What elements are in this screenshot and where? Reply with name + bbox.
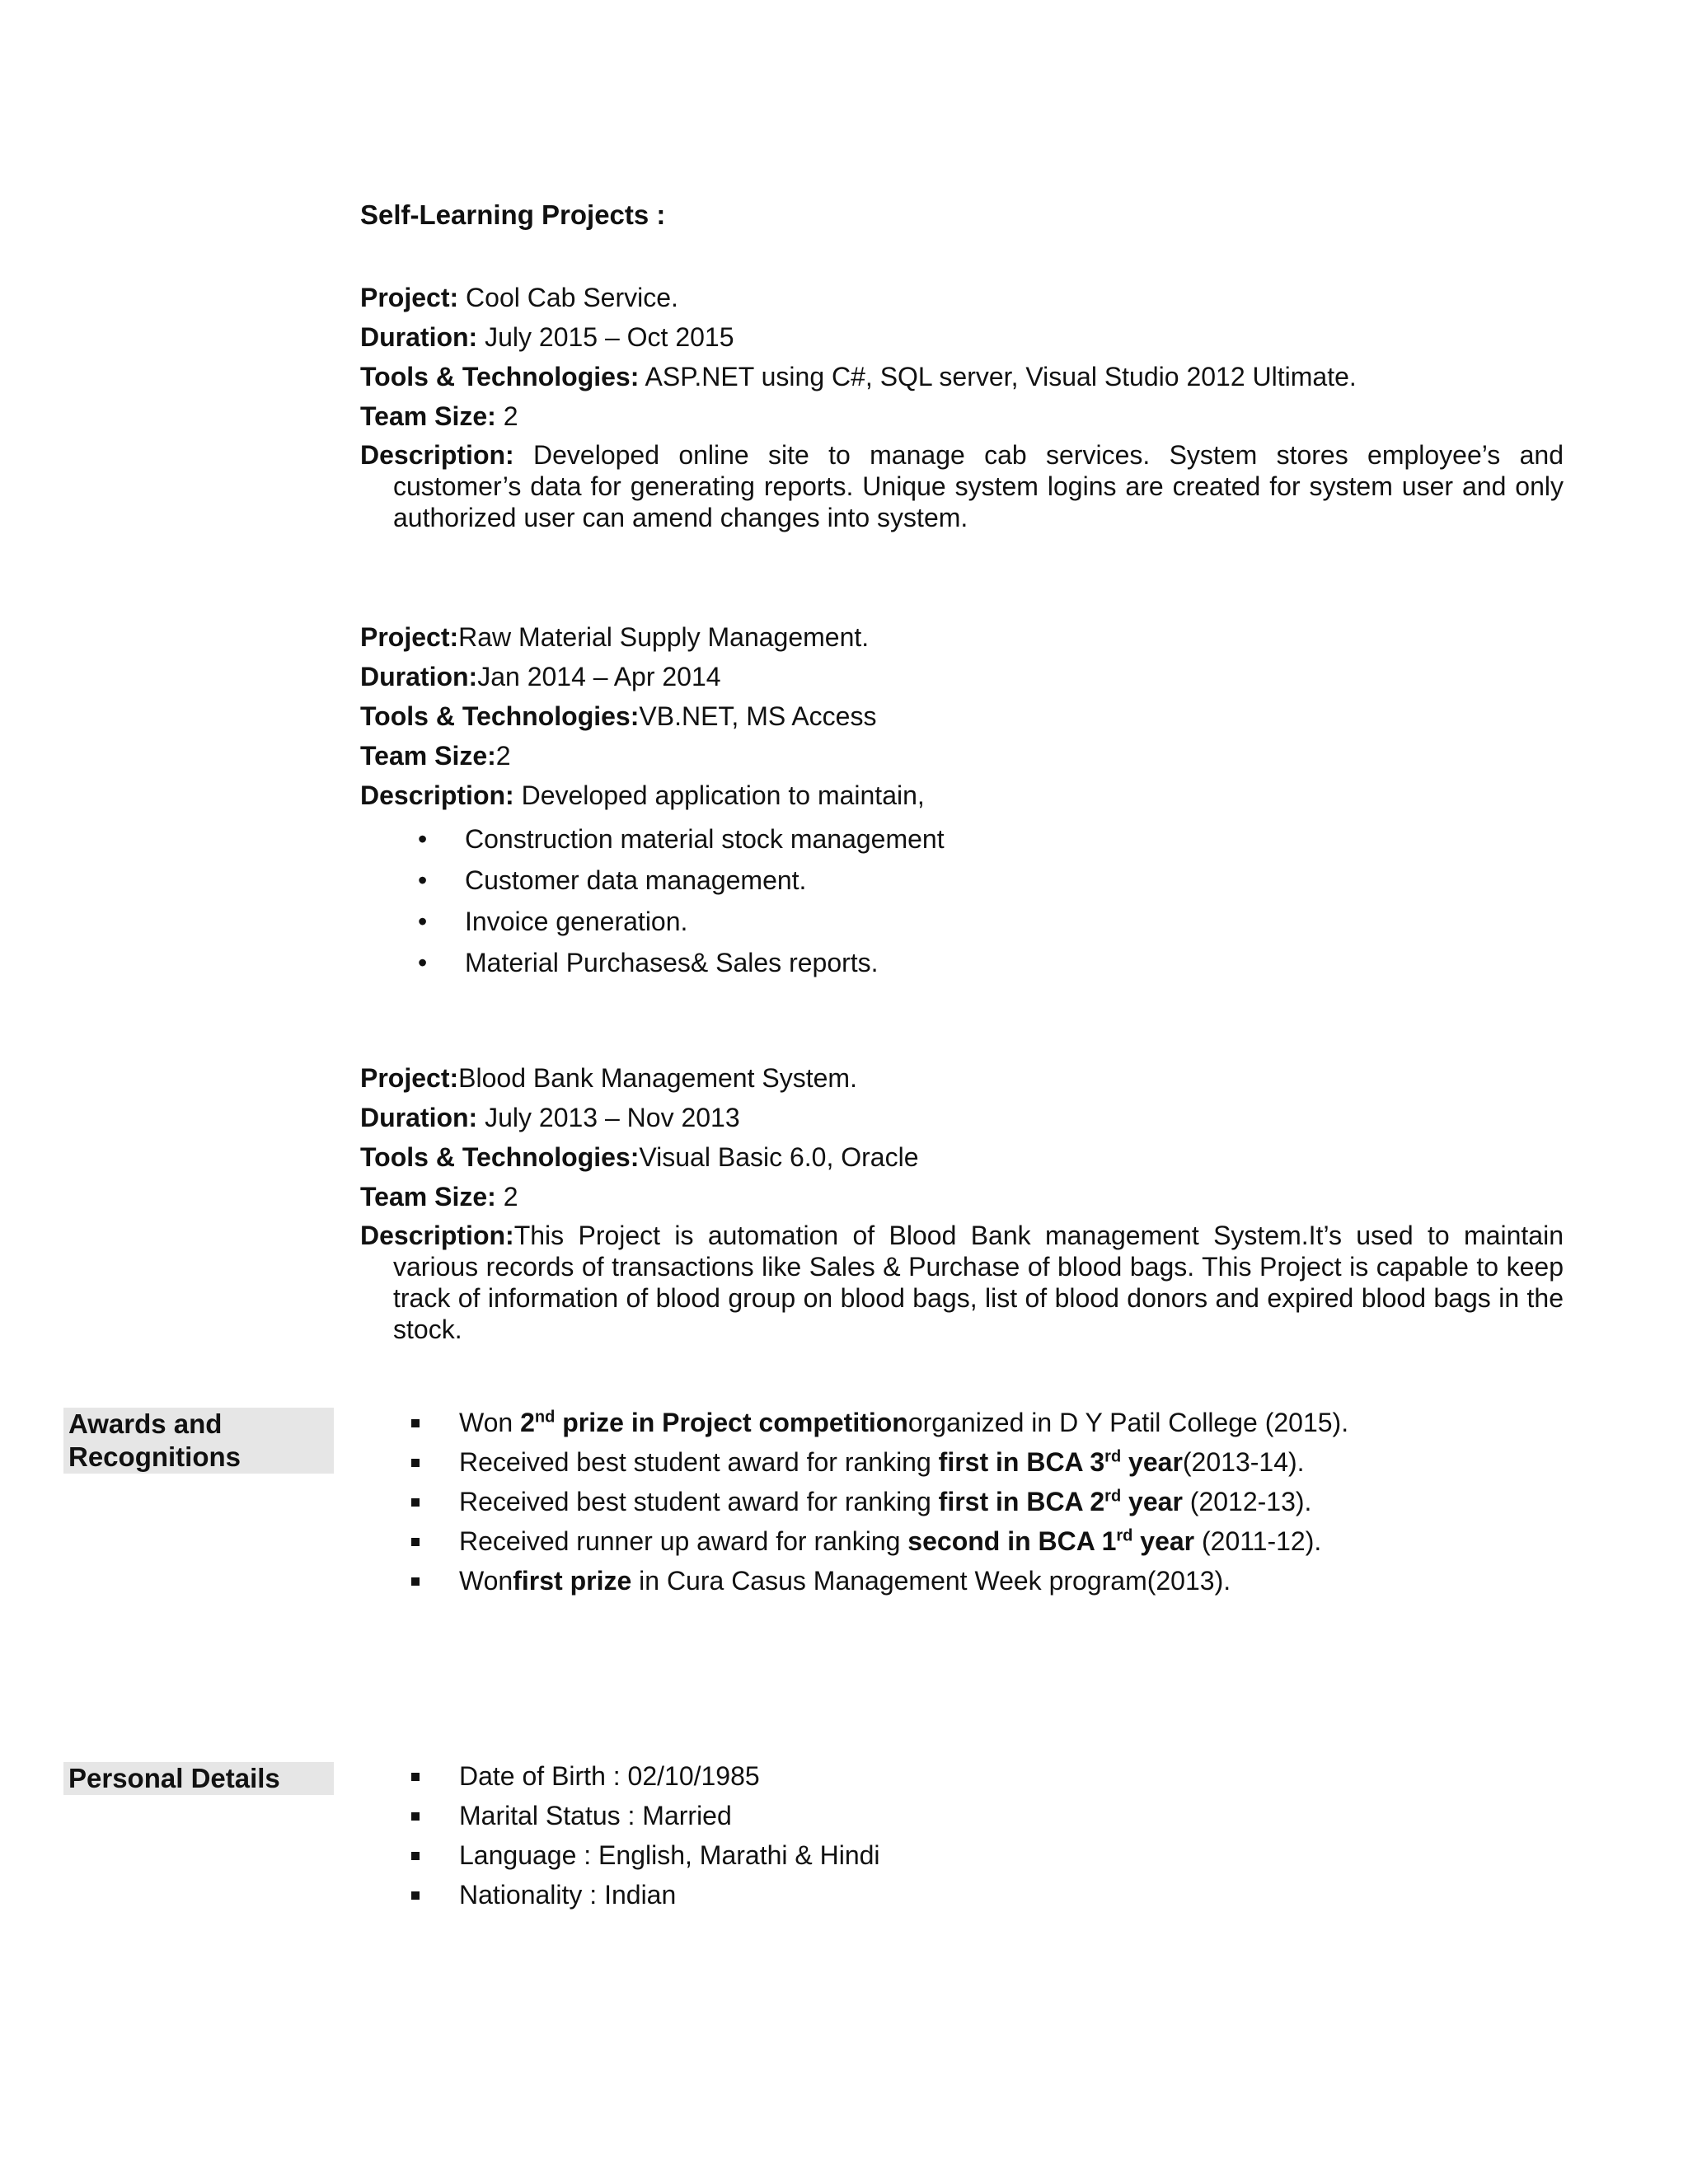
list-item-text: Construction material stock management: [465, 824, 945, 854]
tools-line: [360, 357, 1564, 396]
description: [360, 439, 1564, 533]
tools-label: Tools & Technologies:: [360, 701, 640, 731]
square-bullet-icon: [411, 1891, 420, 1900]
team-size-label: Team Size:: [360, 1182, 496, 1212]
project-label: Project:: [360, 283, 459, 312]
awards-section-label: [63, 1408, 334, 1474]
tools-value: Visual Basic 6.0, Oracle: [639, 1142, 919, 1172]
project-block: [360, 617, 1564, 983]
project-line: [360, 617, 1564, 657]
personal-detail-text: Date of Birth : 02/10/1985: [459, 1761, 760, 1791]
personal-detail-item: [410, 1875, 1605, 1915]
team-size-value: 2: [495, 1182, 518, 1212]
bullet-icon: •: [418, 948, 428, 977]
tools-value: VB.NET, MS Access: [639, 701, 877, 731]
square-bullet-icon: [411, 1852, 420, 1860]
award-text: (2013-14).: [1182, 1447, 1305, 1477]
square-bullet-icon: [411, 1577, 420, 1586]
tools-line: [360, 1137, 1564, 1177]
duration-line: [360, 1098, 1564, 1137]
feature-list: [360, 818, 1564, 983]
award-bold: first in BCA 2: [938, 1487, 1105, 1516]
duration-label: Duration:: [360, 322, 478, 352]
description-label: Description:: [360, 1221, 514, 1250]
square-bullet-icon: [411, 1459, 420, 1467]
award-item: [410, 1482, 1605, 1521]
project-value: Raw Material Supply Management.: [458, 622, 870, 652]
description-value: This Project is automation of Blood Bank management System.It’s used to maintain various records of transactions like Sales & Purchase of blood bags. This Project is capable to keep track of information of blood group on blood bags, list of blood donors and expired blood bags in the stock.: [393, 1221, 1564, 1344]
award-text: Won: [459, 1566, 513, 1596]
award-bold: year: [1121, 1487, 1183, 1516]
description-label: Description:: [360, 440, 514, 470]
square-bullet-icon: [411, 1498, 420, 1507]
award-bold: year: [1132, 1526, 1195, 1556]
award-text: (2011-12).: [1194, 1526, 1322, 1556]
square-bullet-icon: [411, 1419, 420, 1427]
award-bold: year: [1121, 1447, 1183, 1477]
team-size-line: [360, 396, 1564, 436]
personal-detail-item: [410, 1835, 1605, 1875]
personal-detail-text: Nationality : Indian: [459, 1880, 677, 1910]
team-size-label: Team Size:: [360, 401, 496, 431]
square-bullet-icon: [411, 1773, 420, 1781]
duration-label: Duration:: [360, 662, 478, 691]
awards-list: [410, 1403, 1605, 1601]
project-label: Project:: [360, 1063, 459, 1093]
project-line: [360, 278, 1564, 317]
bullet-icon: •: [418, 865, 428, 895]
team-size-line: [360, 1177, 1564, 1216]
tools-label: Tools & Technologies:: [360, 362, 640, 391]
award-text: Won: [459, 1408, 521, 1437]
project-block: [360, 278, 1564, 533]
award-text: in Cura Casus Management Week program(2013).: [631, 1566, 1231, 1596]
project-block: [360, 1058, 1564, 1345]
square-bullet-icon: [411, 1538, 420, 1546]
awards-label-line: Recognitions: [68, 1441, 241, 1472]
tools-line: [360, 696, 1564, 736]
list-item: [360, 901, 1564, 942]
list-item-text: Invoice generation.: [465, 907, 688, 936]
personal-details-section-label: Personal Details: [63, 1762, 334, 1795]
personal-detail-item: [410, 1796, 1605, 1835]
team-size-value: 2: [495, 741, 511, 771]
award-text: Received best student award for ranking: [459, 1487, 939, 1516]
duration-value: July 2015 – Oct 2015: [477, 322, 734, 352]
square-bullet-icon: [411, 1812, 420, 1821]
section-heading-self-learning: Self-Learning Projects :: [360, 199, 666, 230]
award-bold: second in BCA 1: [907, 1526, 1117, 1556]
list-item: [360, 942, 1564, 983]
project-line: [360, 1058, 1564, 1098]
award-bold: first prize: [513, 1566, 632, 1596]
description-value: Developed application to maintain,: [513, 780, 925, 810]
description: [360, 776, 1564, 815]
list-item: [360, 818, 1564, 860]
description-label: Description:: [360, 780, 514, 810]
award-superscript: nd: [534, 1408, 556, 1427]
award-text: (2012-13).: [1182, 1487, 1312, 1516]
award-bold: first in BCA 3: [938, 1447, 1105, 1477]
duration-line: [360, 317, 1564, 357]
award-bold: prize in Project competition: [555, 1408, 908, 1437]
project-value: Cool Cab Service.: [458, 283, 678, 312]
description-value: Developed online site to manage cab services. System stores employee’s and customer’s data for generating reports. Unique system logins are created for system user and only authorized user can amend changes into system.: [393, 440, 1564, 532]
team-size-value: 2: [495, 401, 518, 431]
award-item: [410, 1521, 1605, 1561]
list-item: [360, 860, 1564, 901]
duration-line: [360, 657, 1564, 696]
award-text: Received best student award for ranking: [459, 1447, 939, 1477]
tools-value: ASP.NET using C#, SQL server, Visual Studio 2012 Ultimate.: [639, 362, 1357, 391]
award-superscript: rd: [1104, 1447, 1122, 1466]
award-item: [410, 1403, 1605, 1442]
list-item-text: Material Purchases& Sales reports.: [465, 948, 879, 977]
team-size-label: Team Size:: [360, 741, 496, 771]
tools-label: Tools & Technologies:: [360, 1142, 640, 1172]
award-text: organized in D Y Patil College (2015).: [907, 1408, 1349, 1437]
award-superscript: rd: [1116, 1526, 1133, 1545]
list-item-text: Customer data management.: [465, 865, 807, 895]
bullet-icon: •: [418, 907, 428, 936]
award-item: [410, 1442, 1605, 1482]
project-label: Project:: [360, 622, 459, 652]
duration-label: Duration:: [360, 1103, 478, 1132]
awards-label-line: Awards and: [68, 1408, 223, 1439]
award-superscript: rd: [1104, 1487, 1122, 1506]
bullet-icon: •: [418, 824, 428, 854]
award-bold: 2: [520, 1408, 535, 1437]
award-item: [410, 1561, 1605, 1601]
personal-detail-item: [410, 1756, 1605, 1796]
description: [360, 1220, 1564, 1345]
project-value: Blood Bank Management System.: [458, 1063, 857, 1093]
duration-value: Jan 2014 – Apr 2014: [477, 662, 721, 691]
team-size-line: [360, 736, 1564, 776]
personal-detail-text: Language : English, Marathi & Hindi: [459, 1840, 880, 1870]
duration-value: July 2013 – Nov 2013: [477, 1103, 740, 1132]
award-text: Received runner up award for ranking: [459, 1526, 908, 1556]
personal-detail-text: Marital Status : Married: [459, 1801, 732, 1830]
personal-details-list: [410, 1756, 1605, 1915]
